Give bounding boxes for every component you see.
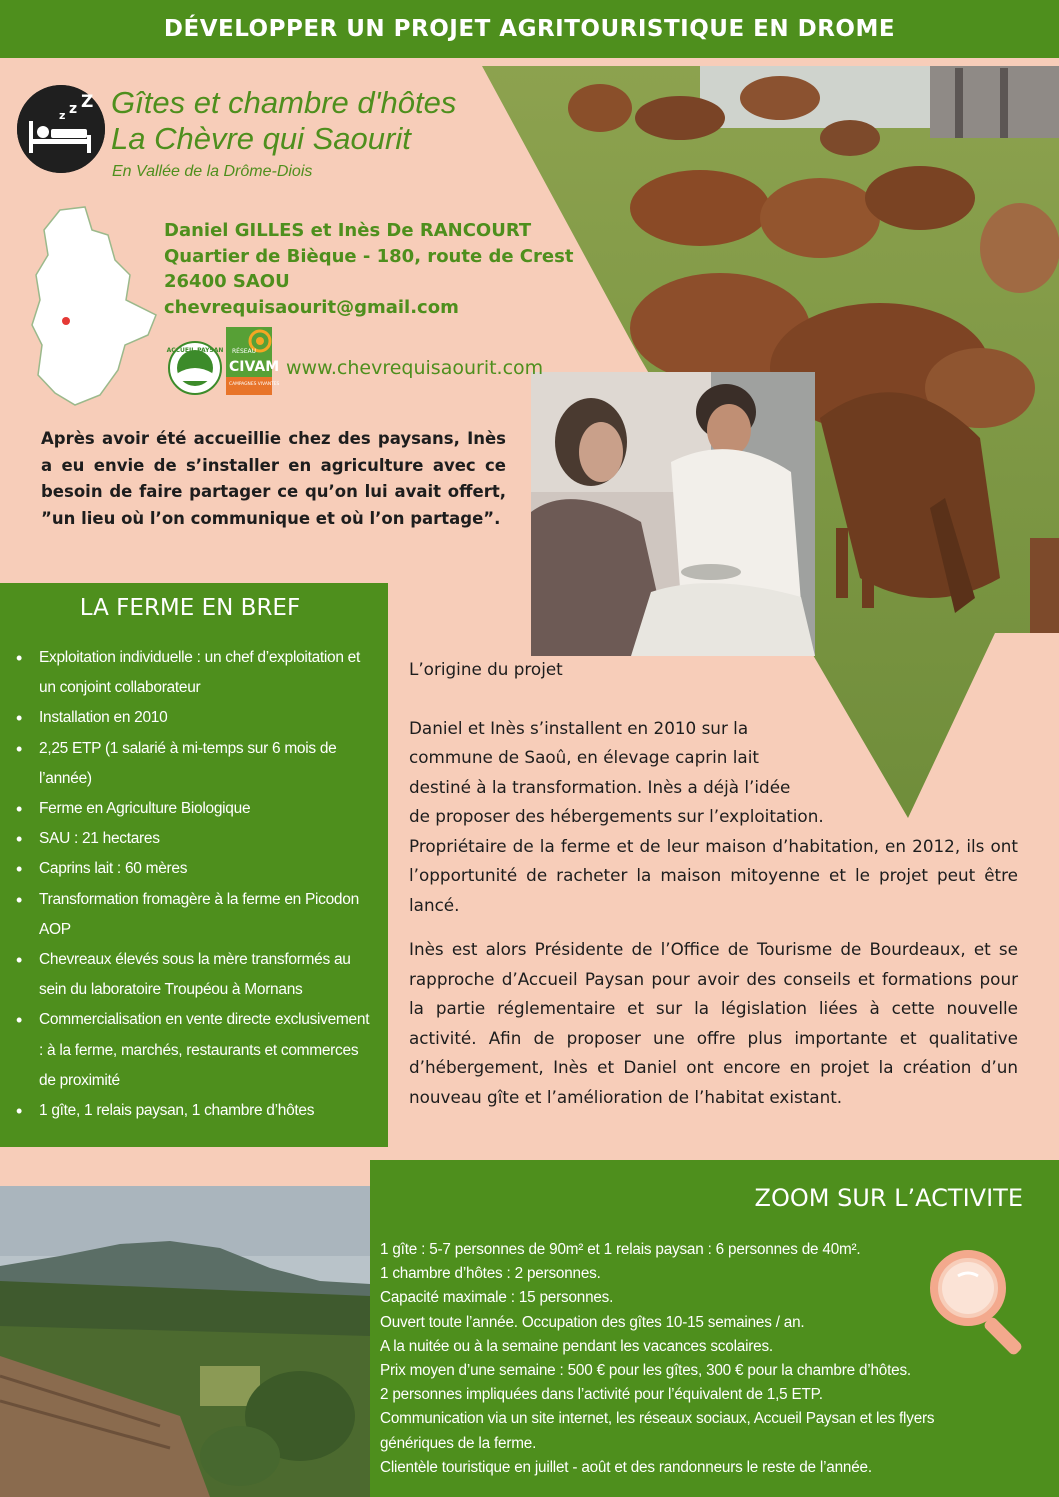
- list-item: 2 personnes impliquées dans l’activité pour l’équivalent de 1,5 ETP.: [380, 1386, 823, 1404]
- origin-line: Daniel et Inès s’installent en 2010 sur la: [409, 717, 749, 738]
- list-item: • Ferme en Agriculture Biologique: [20, 794, 370, 824]
- list-item: • Caprins lait : 60 mères: [20, 854, 370, 884]
- drome-map-icon: [30, 205, 162, 410]
- contact-email[interactable]: chevrequisaourit@gmail.com: [164, 296, 459, 318]
- title-line-1: Gîtes et chambre d'hôtes: [111, 85, 457, 120]
- origin-paragraph-2: Inès est alors Présidente de l’Office de Tourisme de Bourdeaux, et se rapproche d’Accueil Paysan pour avoir des conseils et formations pour la partie réglementaire et sur la législation liées à cette nouvelle activité. Afin de proposer une offre plus importante et qualitative d’hébergement, Inès et Daniel ont encore en projet la création d’un nouveau gîte et l’amélioration de l’habitat existant.: [409, 939, 1018, 1107]
- list-item: • Commercialisation en vente directe exclusivement : à la ferme, marchés, restaurants et commerces de proximité: [20, 1005, 370, 1096]
- project-origin-section: [409, 655, 1018, 1112]
- list-item: • 2,25 ETP (1 salarié à mi-temps sur 6 mois de l’année): [20, 734, 370, 794]
- civam-logo: [226, 327, 280, 395]
- list-item: Communication via un site internet, les réseaux sociaux, Accueil Paysan et les flyers: [380, 1410, 935, 1428]
- origin-line: destiné à la transformation. Inès a déjà l’idée: [409, 776, 791, 797]
- origin-line: commune de Saoû, en élevage caprin lait: [409, 747, 759, 767]
- section-heading: L’origine du projet: [409, 659, 563, 679]
- list-item: • Chevreaux élevés sous la mère transformés au sein du laboratoire Troupéou à Mornans: [20, 945, 370, 1005]
- list-item: Clientèle touristique en juillet - août et des randonneurs le reste de l’année.: [380, 1458, 872, 1476]
- intro-paragraph: Après avoir été accueillie chez des paysans, Inès a eu envie de s’installer en agriculture avec ce besoin de faire partager ce qu’on lui avait offert, ”un lieu où l’on communique et où l’on partage”.: [41, 429, 506, 528]
- list-item: Capacité maximale : 15 personnes.: [380, 1289, 614, 1307]
- origin-line: de proposer des hébergements sur l’exploitation.: [409, 806, 824, 826]
- contact-names: Daniel GILLES et Inès De RANCOURT: [164, 220, 532, 241]
- civam-text: CIVAM: [229, 359, 280, 375]
- list-item: 1 gîte : 5-7 personnes de 90m² et 1 relais paysan : 6 personnes de 40m².: [380, 1241, 861, 1258]
- farm-summary-title: LA FERME EN BREF: [79, 595, 301, 621]
- list-item: Prix moyen d’une semaine : 500 € pour les gîtes, 300 € pour la chambre d’hôtes.: [380, 1362, 911, 1380]
- svg-text:Z: Z: [81, 92, 94, 112]
- civam-bottom-text: CAMPAGNES VIVANTES: [229, 382, 280, 387]
- cheesemaking-photo: [531, 372, 815, 656]
- farm-summary-box: [0, 583, 388, 1147]
- list-item: • Installation en 2010: [20, 703, 370, 733]
- farm-summary-list: [20, 643, 370, 1126]
- list-item: 1 chambre d’hôtes : 2 personnes.: [380, 1265, 601, 1283]
- contact-block: [164, 218, 573, 320]
- accueil-paysan-text: ACCUEIL PAYSAN: [166, 347, 224, 354]
- page-banner: DÉVELOPPER UN PROJET AGRITOURISTIQUE EN DROME: [0, 0, 1059, 58]
- list-item: génériques de la ferme.: [380, 1434, 537, 1452]
- svg-text:z: z: [69, 101, 78, 117]
- list-item: • SAU : 21 hectares: [20, 824, 370, 854]
- civam-top-text: RÉSEAU: [232, 348, 257, 355]
- contact-address: Quartier de Bièque - 180, route de Crest: [164, 245, 574, 267]
- contact-city: 26400 SAOU: [164, 271, 290, 292]
- magnifier-icon: [928, 1248, 1036, 1360]
- page-subtitle: En Vallée de la Drôme-Diois: [112, 163, 313, 180]
- activity-zoom-title: ZOOM SUR L’ACTIVITE: [754, 1184, 1023, 1212]
- list-item: Ouvert toute l’année. Occupation des gîtes 10-15 semaines / an.: [380, 1313, 805, 1331]
- list-item: • 1 gîte, 1 relais paysan, 1 chambre d’hôtes: [20, 1096, 370, 1126]
- landscape-photo: [0, 1186, 370, 1497]
- title-line-2: La Chèvre qui Saourit: [111, 121, 411, 156]
- origin-paragraph: Propriétaire de la ferme et de leur maison d’habitation, en 2012, ils ont l’opportunité de racheter la maison mitoyenne et le projet peut être lancé.: [409, 835, 1018, 915]
- svg-text:z: z: [59, 109, 66, 122]
- page-title: [111, 85, 456, 157]
- list-item: A la nuitée ou à la semaine pendant les vacances scolaires.: [380, 1337, 773, 1355]
- website-link[interactable]: www.chevrequisaourit.com: [286, 357, 544, 379]
- sleeping-bed-icon: [17, 85, 105, 173]
- accueil-paysan-logo: [168, 341, 222, 395]
- list-item: • Transformation fromagère à la ferme en Picodon AOP: [20, 885, 370, 945]
- list-item: • Exploitation individuelle : un chef d’exploitation et un conjoint collaborateur: [20, 643, 370, 703]
